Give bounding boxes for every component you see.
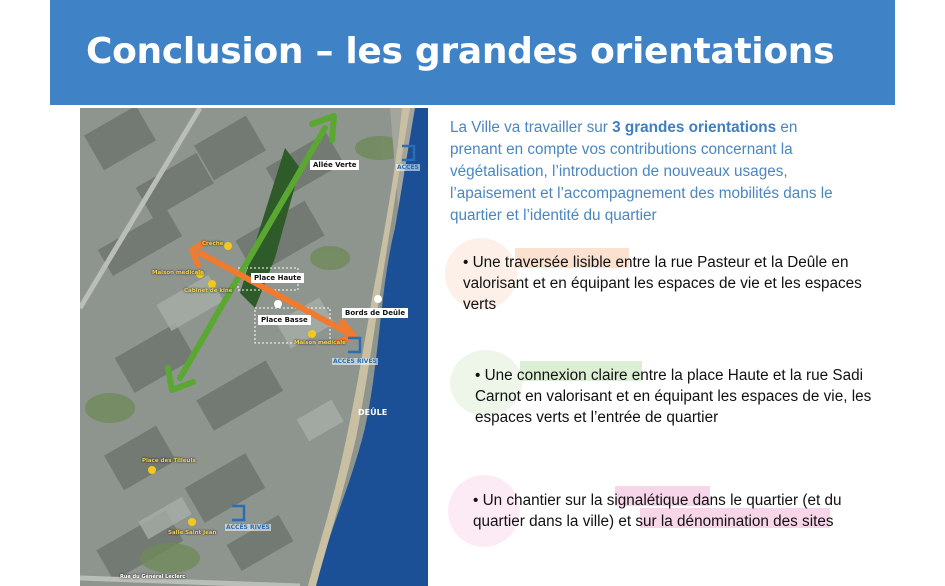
map-illustration (80, 108, 428, 586)
intro-pre: La Ville va travailler sur (450, 119, 613, 136)
intro-text (450, 117, 850, 227)
slide-title: Conclusion – les grandes orientations (86, 31, 835, 72)
label-rue-leclerc: Rue du Général Leclerc (120, 574, 186, 580)
bullet-dot: • (473, 492, 479, 509)
neighbourhood-map (80, 108, 428, 586)
bullet-3-key: signalétique (606, 492, 689, 509)
bullet-3-post: dans le quartier (et du quartier dans la ville) et sur la dénomination des sites (473, 492, 842, 530)
label-maison-medicale-1: Maison médicale (152, 270, 204, 276)
bullet-1-key: traversée lisible (504, 254, 612, 271)
bullet-2-key: connexion claire (516, 367, 628, 384)
label-allee-verte: Allée Verte (310, 160, 359, 170)
label-maison-medicale-2: Maison médicale (294, 340, 346, 346)
label-salle-saint-jean: Salle Saint Jean (168, 530, 217, 536)
label-acces: ACCÈS (397, 164, 419, 171)
bullet-2-post: entre la place Haute et la rue Sadi Carnot en valorisant et en équipant les espaces de vie, les espaces verts et l’entrée de quartier (475, 367, 872, 426)
label-acces-rives-2: ACCÈS RIVES (226, 524, 270, 531)
label-bords-deule: Bords de Deûle (342, 308, 408, 318)
bullet-1-pre: Une (472, 254, 505, 271)
label-place-tilleuls: Place des Tilleuls (142, 458, 196, 464)
label-place-haute: Place Haute (251, 273, 304, 283)
bullet-item-3 (473, 490, 873, 532)
bullet-dot: • (475, 367, 481, 384)
intro-post: en prenant en compte vos contributions concernant la végétalisation, l’introduction de nouveaux usages, l’apaisement et l’accompagnement des mobilités dans le quartier et l’identité du quartier (450, 119, 833, 224)
bullet-3-pre: Un chantier sur la (482, 492, 607, 509)
title-banner (50, 0, 895, 105)
label-cabinet-kine: Cabinet de kiné (184, 288, 233, 294)
bullet-item-2 (475, 365, 875, 428)
bullet-item-1 (463, 252, 873, 315)
label-acces-rives-1: ACCÈS RIVES (333, 358, 377, 365)
bullet-dot: • (463, 254, 469, 271)
label-deule: DEÛLE (358, 408, 388, 417)
label-place-basse: Place Basse (258, 315, 311, 325)
label-creche: Crèche (202, 241, 224, 247)
bullet-2-pre: Une (484, 367, 517, 384)
bullet-1-post: entre la rue Pasteur et la Deûle en valorisant et en équipant les espaces de vie et les espaces verts (463, 254, 862, 313)
intro-bold: 3 grandes orientations (612, 119, 777, 136)
